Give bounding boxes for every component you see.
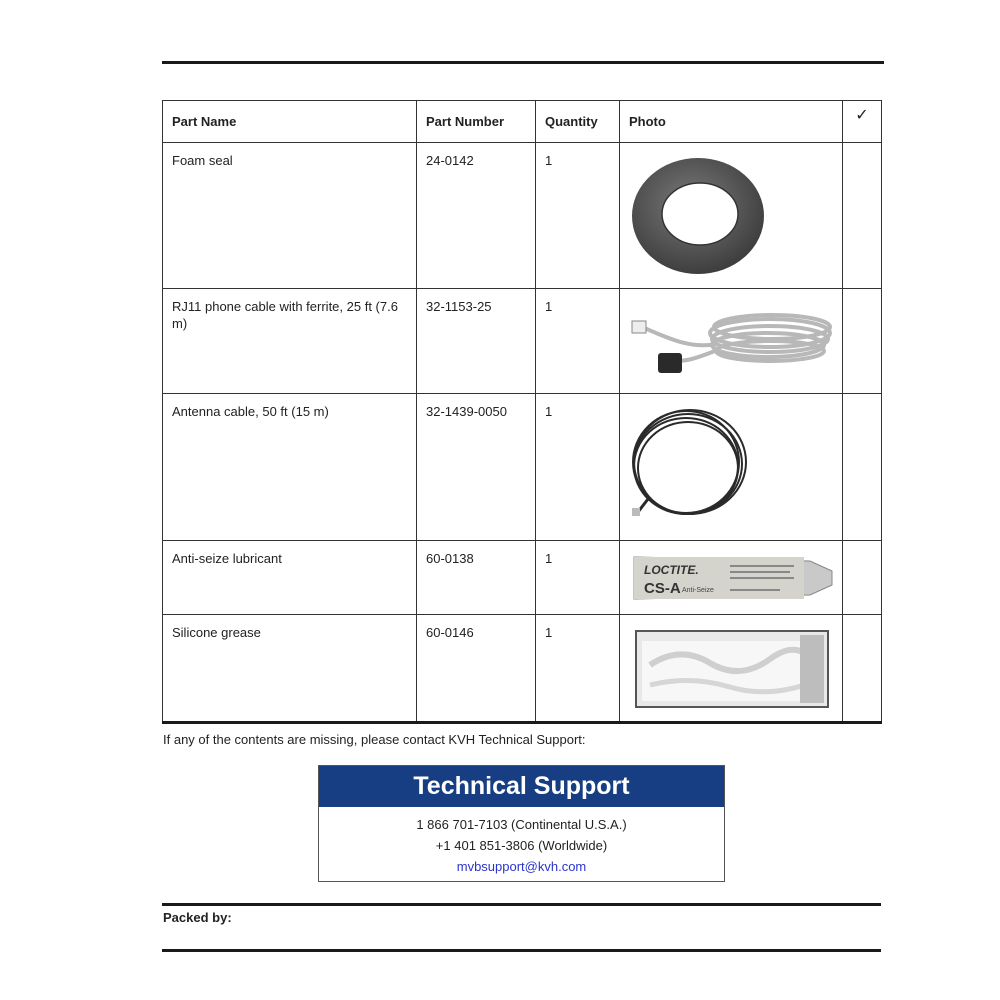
header-photo: Photo — [620, 101, 843, 143]
quantity-cell: 1 — [536, 394, 620, 541]
photo-cell — [620, 394, 843, 541]
phone-cable-photo — [620, 289, 843, 394]
antenna-cable-photo — [620, 394, 843, 541]
header-check: ✓ — [843, 101, 882, 143]
quantity-cell: 1 — [536, 289, 620, 394]
technical-support-box — [318, 765, 725, 882]
loctite-logo: LOCTITE. — [644, 563, 699, 577]
table-row — [163, 615, 882, 723]
check-cell[interactable] — [843, 143, 882, 289]
photo-cell — [620, 541, 843, 615]
part-name-cell: Anti-seize lubricant — [163, 541, 417, 615]
quantity-cell: 1 — [536, 541, 620, 615]
part-number-cell: 32-1439-0050 — [417, 394, 536, 541]
table-row — [163, 541, 882, 615]
table-header-row — [163, 101, 882, 143]
header-quantity: Quantity — [536, 101, 620, 143]
quantity-cell: 1 — [536, 615, 620, 723]
part-number-cell: 60-0138 — [417, 541, 536, 615]
support-title: Technical Support — [319, 766, 724, 807]
foam-seal-photo — [620, 143, 843, 289]
check-cell[interactable] — [843, 541, 882, 615]
packed-by-bottom-rule — [162, 949, 881, 952]
part-name-cell: Silicone grease — [163, 615, 417, 723]
photo-cell — [620, 615, 843, 723]
missing-contents-note: If any of the contents are missing, please contact KVH Technical Support: — [163, 732, 586, 747]
part-name-cell: Foam seal — [163, 143, 417, 289]
part-name-cell: RJ11 phone cable with ferrite, 25 ft (7.6 m) — [163, 289, 417, 394]
top-rule — [162, 61, 884, 64]
check-cell[interactable] — [843, 615, 882, 723]
quantity-cell: 1 — [536, 143, 620, 289]
table-row — [163, 289, 882, 394]
product-subtitle: Anti-Seize — [682, 587, 714, 594]
support-email-link[interactable]: mvbsupport@kvh.com — [456, 859, 587, 874]
check-cell[interactable] — [843, 289, 882, 394]
lubricant-tube-photo — [620, 541, 843, 615]
grease-packet-photo — [620, 615, 843, 723]
packed-by-top-rule — [162, 903, 881, 906]
part-name-cell: Antenna cable, 50 ft (15 m) — [163, 394, 417, 541]
product-label: CS-A — [644, 580, 681, 597]
packed-by-label: Packed by: — [163, 910, 232, 925]
part-number-cell: 60-0146 — [417, 615, 536, 723]
parts-table — [162, 100, 882, 724]
phone-continental: 1 866 701-7103 (Continental U.S.A.) — [416, 817, 627, 832]
part-number-cell: 32-1153-25 — [417, 289, 536, 394]
photo-cell — [620, 143, 843, 289]
support-contact-info — [319, 807, 724, 877]
part-number-cell: 24-0142 — [417, 143, 536, 289]
phone-worldwide: +1 401 851-3806 (Worldwide) — [435, 838, 608, 853]
table-row — [163, 394, 882, 541]
header-part-name: Part Name — [163, 101, 417, 143]
header-part-number: Part Number — [417, 101, 536, 143]
check-cell[interactable] — [843, 394, 882, 541]
photo-cell — [620, 289, 843, 394]
table-row — [163, 143, 882, 289]
